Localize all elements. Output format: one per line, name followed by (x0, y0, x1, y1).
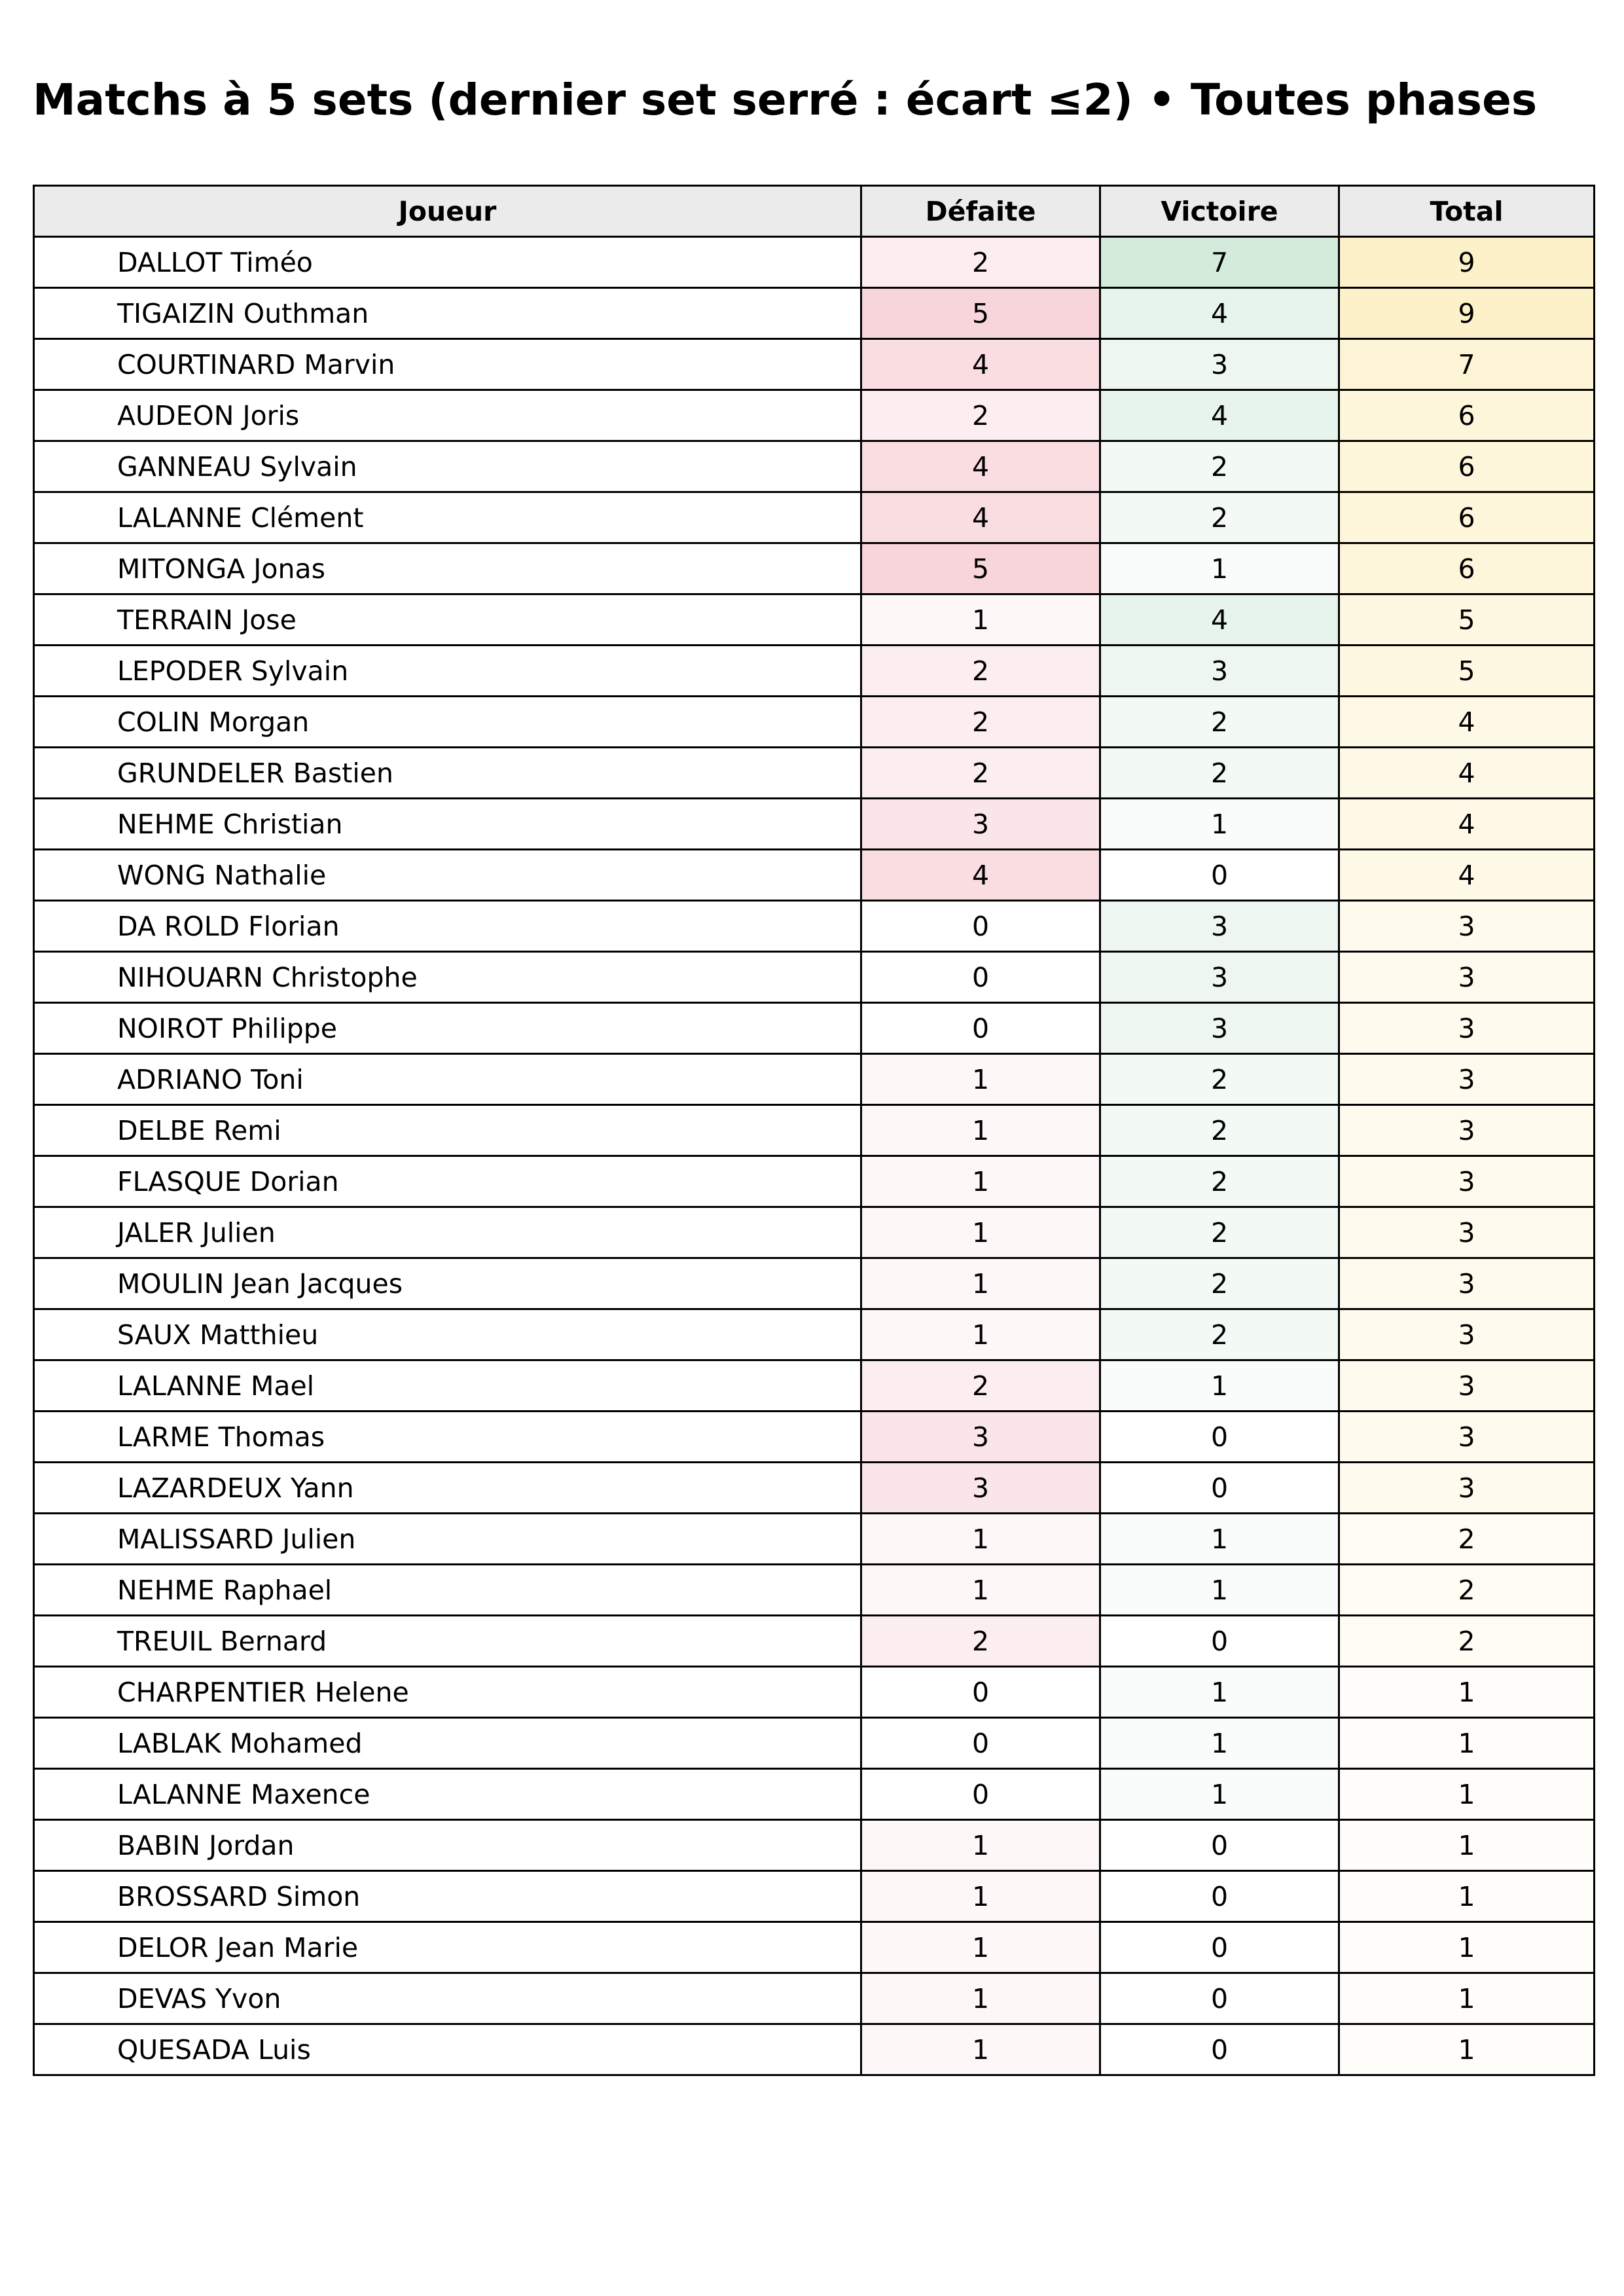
total-cell: 3 (1339, 952, 1595, 1003)
player-name-cell: LABLAK Mohamed (34, 1718, 861, 1769)
table-row (34, 390, 1595, 441)
total-cell: 9 (1339, 237, 1595, 288)
header-defaite: Défaite (861, 186, 1100, 237)
defaite-cell: 1 (861, 1309, 1100, 1360)
table-row (34, 441, 1595, 492)
defaite-cell: 0 (861, 901, 1100, 952)
player-name-cell: WONG Nathalie (34, 850, 861, 901)
table-row (34, 850, 1595, 901)
victoire-cell: 7 (1100, 237, 1339, 288)
total-cell: 5 (1339, 646, 1595, 697)
total-cell: 3 (1339, 1258, 1595, 1309)
victoire-cell: 1 (1100, 1718, 1339, 1769)
player-name-cell: DEVAS Yvon (34, 1973, 861, 2024)
player-name-cell: DELOR Jean Marie (34, 1922, 861, 1973)
table-row (34, 2024, 1595, 2075)
table-row (34, 1922, 1595, 1973)
defaite-cell: 5 (861, 288, 1100, 339)
defaite-cell: 0 (861, 1769, 1100, 1820)
defaite-cell: 2 (861, 390, 1100, 441)
table-row (34, 339, 1595, 390)
total-cell: 6 (1339, 441, 1595, 492)
page-title: Matchs à 5 sets (dernier set serré : écart ≤2) • Toutes phases (33, 75, 1538, 125)
total-cell: 3 (1339, 1054, 1595, 1105)
victoire-cell: 1 (1100, 1360, 1339, 1412)
victoire-cell: 2 (1100, 1054, 1339, 1105)
victoire-cell: 4 (1100, 288, 1339, 339)
total-cell: 3 (1339, 1360, 1595, 1412)
victoire-cell: 0 (1100, 1820, 1339, 1871)
victoire-cell: 1 (1100, 1769, 1339, 1820)
header-row (34, 186, 1595, 237)
table-row (34, 952, 1595, 1003)
victoire-cell: 1 (1100, 543, 1339, 594)
header-joueur: Joueur (34, 186, 861, 237)
victoire-cell: 3 (1100, 646, 1339, 697)
defaite-cell: 0 (861, 952, 1100, 1003)
defaite-cell: 4 (861, 850, 1100, 901)
defaite-cell: 1 (861, 2024, 1100, 2075)
table-row (34, 697, 1595, 748)
victoire-cell: 4 (1100, 594, 1339, 646)
total-cell: 1 (1339, 1871, 1595, 1922)
player-name-cell: BROSSARD Simon (34, 1871, 861, 1922)
total-cell: 7 (1339, 339, 1595, 390)
total-cell: 1 (1339, 1769, 1595, 1820)
player-name-cell: JALER Julien (34, 1207, 861, 1258)
total-cell: 4 (1339, 748, 1595, 799)
victoire-cell: 3 (1100, 339, 1339, 390)
defaite-cell: 1 (861, 1871, 1100, 1922)
table-row (34, 1769, 1595, 1820)
table-row (34, 1054, 1595, 1105)
defaite-cell: 3 (861, 799, 1100, 850)
player-name-cell: BABIN Jordan (34, 1820, 861, 1871)
victoire-cell: 0 (1100, 1616, 1339, 1667)
defaite-cell: 1 (861, 1105, 1100, 1156)
total-cell: 3 (1339, 1207, 1595, 1258)
table-row (34, 1360, 1595, 1412)
table-row (34, 1412, 1595, 1463)
player-name-cell: NEHME Christian (34, 799, 861, 850)
table-row (34, 594, 1595, 646)
defaite-cell: 1 (861, 1922, 1100, 1973)
player-name-cell: GRUNDELER Bastien (34, 748, 861, 799)
table-row (34, 288, 1595, 339)
victoire-cell: 3 (1100, 1003, 1339, 1054)
header-total: Total (1339, 186, 1595, 237)
table-row (34, 799, 1595, 850)
total-cell: 2 (1339, 1565, 1595, 1616)
total-cell: 1 (1339, 1820, 1595, 1871)
total-cell: 1 (1339, 1718, 1595, 1769)
player-name-cell: LALANNE Mael (34, 1360, 861, 1412)
total-cell: 2 (1339, 1616, 1595, 1667)
defaite-cell: 2 (861, 1616, 1100, 1667)
victoire-cell: 2 (1100, 492, 1339, 543)
victoire-cell: 1 (1100, 1667, 1339, 1718)
player-name-cell: MALISSARD Julien (34, 1514, 861, 1565)
defaite-cell: 1 (861, 1514, 1100, 1565)
total-cell: 3 (1339, 1463, 1595, 1514)
total-cell: 4 (1339, 697, 1595, 748)
defaite-cell: 1 (861, 594, 1100, 646)
victoire-cell: 2 (1100, 1207, 1339, 1258)
total-cell: 4 (1339, 850, 1595, 901)
table-row (34, 1207, 1595, 1258)
table-row (34, 748, 1595, 799)
defaite-cell: 1 (861, 1820, 1100, 1871)
victoire-cell: 2 (1100, 1309, 1339, 1360)
player-name-cell: LALANNE Clément (34, 492, 861, 543)
victoire-cell: 2 (1100, 441, 1339, 492)
table-body (34, 237, 1595, 2075)
victoire-cell: 0 (1100, 850, 1339, 901)
total-cell: 6 (1339, 492, 1595, 543)
total-cell: 1 (1339, 1922, 1595, 1973)
table-row (34, 1565, 1595, 1616)
defaite-cell: 4 (861, 492, 1100, 543)
defaite-cell: 2 (861, 237, 1100, 288)
defaite-cell: 0 (861, 1718, 1100, 1769)
defaite-cell: 1 (861, 1565, 1100, 1616)
table-row (34, 543, 1595, 594)
victoire-cell: 1 (1100, 1514, 1339, 1565)
table-row (34, 1105, 1595, 1156)
defaite-cell: 4 (861, 441, 1100, 492)
defaite-cell: 2 (861, 697, 1100, 748)
player-name-cell: TIGAIZIN Outhman (34, 288, 861, 339)
victoire-cell: 2 (1100, 1258, 1339, 1309)
total-cell: 1 (1339, 2024, 1595, 2075)
defaite-cell: 1 (861, 1054, 1100, 1105)
table-row (34, 1258, 1595, 1309)
defaite-cell: 5 (861, 543, 1100, 594)
victoire-cell: 0 (1100, 1463, 1339, 1514)
defaite-cell: 1 (861, 1207, 1100, 1258)
defaite-cell: 1 (861, 1156, 1100, 1207)
victoire-cell: 0 (1100, 1973, 1339, 2024)
defaite-cell: 0 (861, 1667, 1100, 1718)
player-name-cell: TERRAIN Jose (34, 594, 861, 646)
table-row (34, 1718, 1595, 1769)
total-cell: 3 (1339, 1105, 1595, 1156)
player-name-cell: DA ROLD Florian (34, 901, 861, 952)
defaite-cell: 2 (861, 646, 1100, 697)
victoire-cell: 0 (1100, 1922, 1339, 1973)
table-row (34, 1003, 1595, 1054)
player-name-cell: DALLOT Timéo (34, 237, 861, 288)
total-cell: 3 (1339, 901, 1595, 952)
player-name-cell: SAUX Matthieu (34, 1309, 861, 1360)
player-name-cell: FLASQUE Dorian (34, 1156, 861, 1207)
player-name-cell: MOULIN Jean Jacques (34, 1258, 861, 1309)
table-row (34, 1309, 1595, 1360)
victoire-cell: 2 (1100, 1156, 1339, 1207)
player-name-cell: LALANNE Maxence (34, 1769, 861, 1820)
victoire-cell: 2 (1100, 1105, 1339, 1156)
victoire-cell: 0 (1100, 2024, 1339, 2075)
defaite-cell: 4 (861, 339, 1100, 390)
total-cell: 3 (1339, 1412, 1595, 1463)
table-row (34, 1973, 1595, 2024)
total-cell: 2 (1339, 1514, 1595, 1565)
defaite-cell: 3 (861, 1412, 1100, 1463)
table-row (34, 237, 1595, 288)
defaite-cell: 1 (861, 1973, 1100, 2024)
player-name-cell: CHARPENTIER Helene (34, 1667, 861, 1718)
defaite-cell: 3 (861, 1463, 1100, 1514)
total-cell: 5 (1339, 594, 1595, 646)
table-row (34, 1156, 1595, 1207)
total-cell: 3 (1339, 1003, 1595, 1054)
player-name-cell: LAZARDEUX Yann (34, 1463, 861, 1514)
table-row (34, 1616, 1595, 1667)
table-row (34, 1871, 1595, 1922)
victoire-cell: 0 (1100, 1871, 1339, 1922)
table-row (34, 1514, 1595, 1565)
victoire-cell: 1 (1100, 799, 1339, 850)
total-cell: 1 (1339, 1973, 1595, 2024)
player-name-cell: LEPODER Sylvain (34, 646, 861, 697)
defaite-cell: 0 (861, 1003, 1100, 1054)
player-name-cell: NOIROT Philippe (34, 1003, 861, 1054)
victoire-cell: 2 (1100, 748, 1339, 799)
victoire-cell: 0 (1100, 1412, 1339, 1463)
victoire-cell: 4 (1100, 390, 1339, 441)
victoire-cell: 3 (1100, 901, 1339, 952)
total-cell: 4 (1339, 799, 1595, 850)
total-cell: 3 (1339, 1156, 1595, 1207)
player-name-cell: NIHOUARN Christophe (34, 952, 861, 1003)
header-victoire: Victoire (1100, 186, 1339, 237)
table-row (34, 1463, 1595, 1514)
player-name-cell: AUDEON Joris (34, 390, 861, 441)
player-name-cell: ADRIANO Toni (34, 1054, 861, 1105)
defaite-cell: 2 (861, 1360, 1100, 1412)
player-name-cell: TREUIL Bernard (34, 1616, 861, 1667)
total-cell: 6 (1339, 543, 1595, 594)
defaite-cell: 2 (861, 748, 1100, 799)
player-name-cell: GANNEAU Sylvain (34, 441, 861, 492)
table-row (34, 492, 1595, 543)
player-stats-table (33, 185, 1595, 2076)
table-row (34, 646, 1595, 697)
player-name-cell: LARME Thomas (34, 1412, 861, 1463)
player-name-cell: NEHME Raphael (34, 1565, 861, 1616)
player-name-cell: QUESADA Luis (34, 2024, 861, 2075)
table-row (34, 901, 1595, 952)
defaite-cell: 1 (861, 1258, 1100, 1309)
victoire-cell: 3 (1100, 952, 1339, 1003)
table-row (34, 1820, 1595, 1871)
victoire-cell: 2 (1100, 697, 1339, 748)
total-cell: 1 (1339, 1667, 1595, 1718)
total-cell: 3 (1339, 1309, 1595, 1360)
player-name-cell: MITONGA Jonas (34, 543, 861, 594)
total-cell: 9 (1339, 288, 1595, 339)
player-name-cell: COURTINARD Marvin (34, 339, 861, 390)
player-name-cell: DELBE Remi (34, 1105, 861, 1156)
total-cell: 6 (1339, 390, 1595, 441)
table-row (34, 1667, 1595, 1718)
player-name-cell: COLIN Morgan (34, 697, 861, 748)
victoire-cell: 1 (1100, 1565, 1339, 1616)
